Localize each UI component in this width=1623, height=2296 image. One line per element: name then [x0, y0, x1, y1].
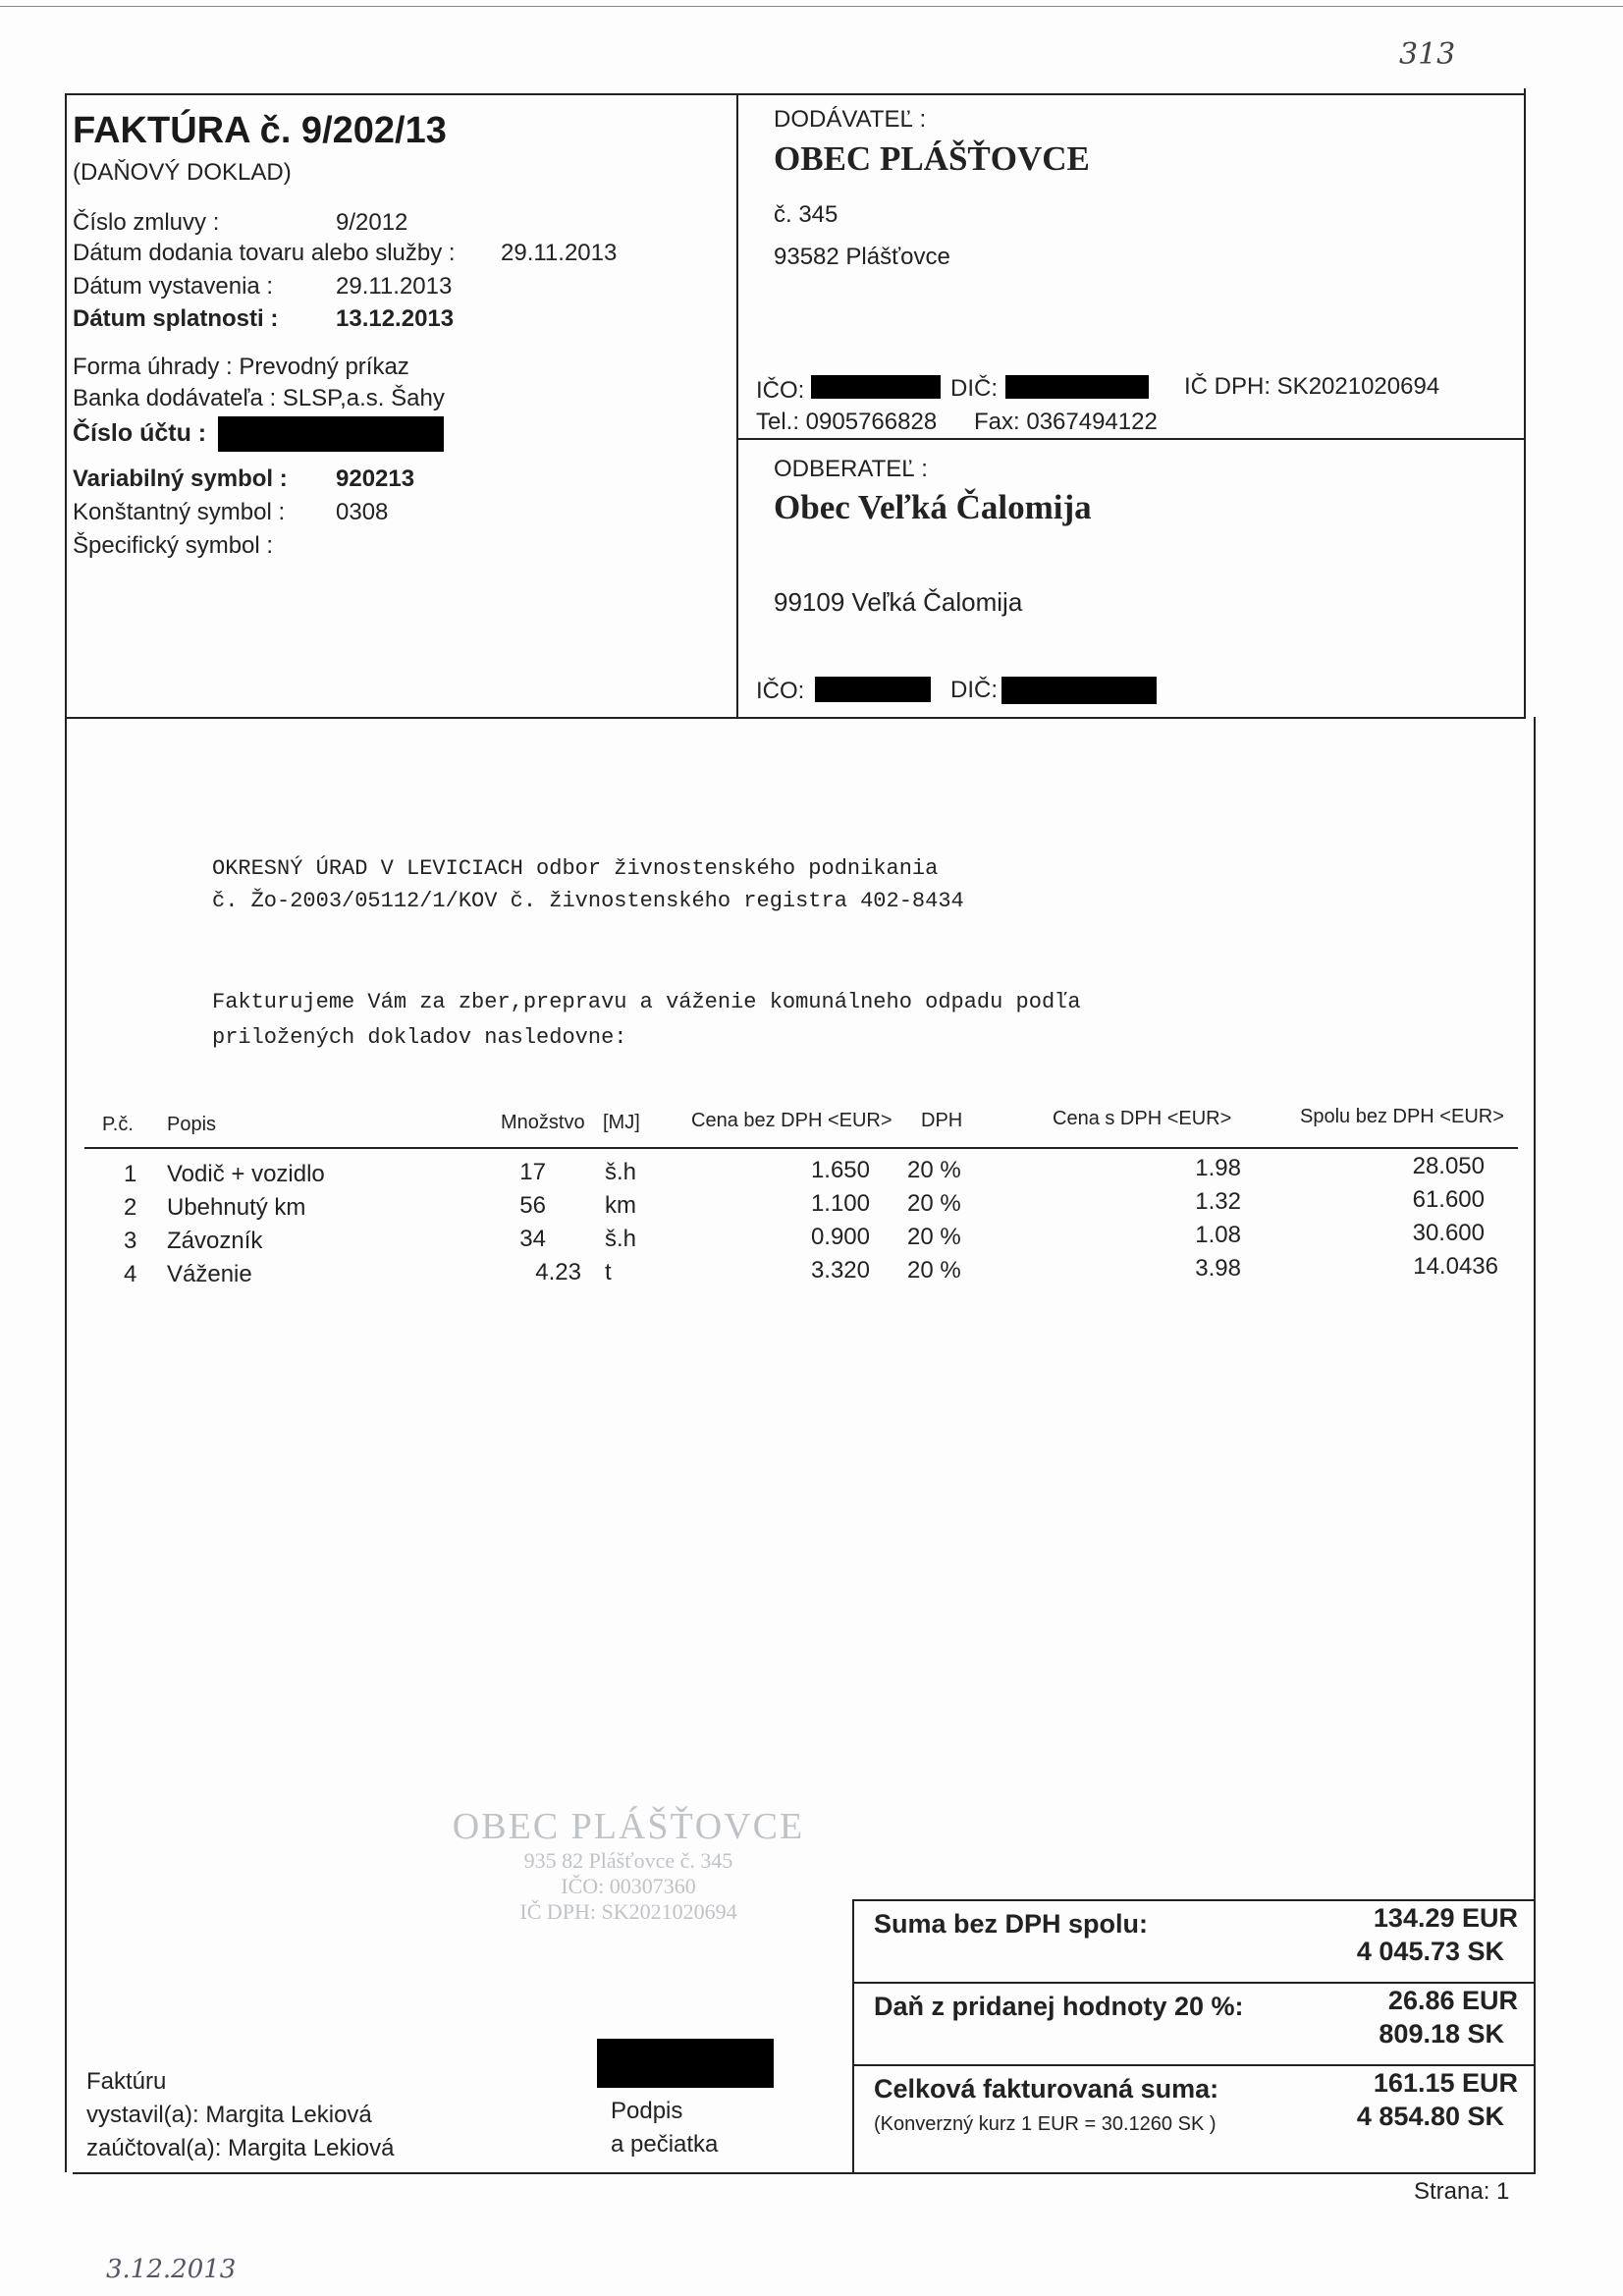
- row-total: 28.050: [1412, 1153, 1485, 1179]
- total-label: Celková fakturovaná suma:: [874, 2074, 1219, 2104]
- row-vat: 20 %: [907, 1257, 961, 1284]
- total-eur: 161.15 EUR: [1373, 2068, 1518, 2098]
- contract-label: Číslo zmluvy :: [73, 209, 220, 236]
- issue-value: 29.11.2013: [336, 273, 453, 300]
- delivery-value: 29.11.2013: [501, 240, 618, 266]
- row-price: 3.320: [810, 1257, 870, 1284]
- body-left-line: [65, 717, 67, 2172]
- vat-eur: 26.86 EUR: [1387, 1986, 1518, 2015]
- supplier-ico-label: IČO:: [756, 377, 805, 404]
- total-sk: 4 854.80 SK: [1356, 2102, 1504, 2131]
- stamp-line-2: 935 82 Plášťovce č. 345: [523, 1848, 733, 1873]
- stamp-line-3: IČO: 00307360: [561, 1874, 696, 1898]
- row-price-vat: 1.32: [1195, 1188, 1241, 1215]
- customer-city: 99109 Veľká Čalomija: [774, 587, 1023, 617]
- row-pc: 4: [124, 1261, 137, 1287]
- row-total: 14.0436: [1413, 1253, 1498, 1280]
- signature-label-2: a pečiatka: [611, 2131, 719, 2158]
- header-vat: DPH: [921, 1110, 963, 1131]
- header-pc: P.č.: [102, 1114, 134, 1135]
- payment-form: Forma úhrady : Prevodný príkaz: [73, 354, 409, 380]
- supplier-dic-redaction: [1005, 375, 1149, 399]
- supplier-city: 93582 Plášťovce: [774, 244, 950, 270]
- row-qty: 34: [519, 1226, 546, 1252]
- supplier-heading: DODÁVATEĽ :: [774, 106, 927, 133]
- account-label: Číslo účtu :: [73, 419, 207, 447]
- const-symbol-label: Konštantný symbol :: [73, 499, 286, 525]
- row-total: 61.600: [1412, 1186, 1485, 1213]
- row-desc: Váženie: [167, 1261, 252, 1287]
- row-desc: Vodič + vozidlo: [167, 1161, 325, 1187]
- header-top-line: [65, 93, 1526, 95]
- row-price: 1.650: [810, 1157, 870, 1183]
- handwritten-date: 3.12.2013: [106, 2255, 237, 2284]
- header-right-line: [1524, 88, 1526, 717]
- const-symbol-value: 0308: [336, 499, 389, 525]
- row-price: 0.900: [810, 1224, 870, 1250]
- header-middle-line: [736, 93, 738, 717]
- customer-heading: ODBERATEĽ :: [774, 456, 928, 482]
- header-desc: Popis: [167, 1114, 217, 1135]
- customer-dic-redaction: [1001, 677, 1157, 704]
- customer-ico-label: IČO:: [756, 678, 805, 704]
- row-vat: 20 %: [907, 1224, 961, 1250]
- contract-value: 9/2012: [336, 209, 408, 236]
- supplier-customer-divider: [737, 438, 1526, 440]
- row-pc: 1: [124, 1161, 137, 1187]
- row-price-vat: 1.98: [1195, 1155, 1241, 1181]
- row-pc: 3: [124, 1228, 137, 1254]
- row-price: 1.100: [810, 1190, 870, 1217]
- stamp-line-4: IČ DPH: SK2021020694: [519, 1899, 737, 1924]
- header-bottom-line: [65, 717, 1526, 719]
- row-price-vat: 3.98: [1195, 1255, 1241, 1282]
- supplier-dic-label: DIČ:: [950, 375, 998, 402]
- scan-top-edge: [0, 6, 1623, 7]
- supplier-name: OBEC PLÁŠŤOVCE: [774, 139, 1090, 178]
- signature-label-1: Podpis: [611, 2098, 683, 2124]
- header-unit: [MJ]: [603, 1112, 640, 1133]
- header-price: Cena bez DPH <EUR>: [691, 1110, 893, 1131]
- sum-sk: 4 045.73 SK: [1356, 1937, 1504, 1966]
- row-unit: š.h: [605, 1226, 637, 1252]
- intro-line-1: Fakturujeme Vám za zber,prepravu a váženie komunálneho odpadu podľa: [212, 990, 1081, 1014]
- bank-name: Banka dodávateľa : SLSP,a.s. Šahy: [73, 385, 445, 411]
- registry-line-2: č. Žo-2003/05112/1/KOV č. živnostenského registra 402-8434: [212, 889, 964, 913]
- row-desc: Ubehnutý km: [167, 1194, 306, 1221]
- intro-line-2: priložených dokladov nasledovne:: [212, 1025, 627, 1050]
- var-symbol-label: Variabilný symbol :: [73, 465, 288, 492]
- row-vat: 20 %: [907, 1157, 961, 1183]
- row-desc: Závozník: [167, 1228, 263, 1254]
- row-vat: 20 %: [907, 1190, 961, 1217]
- header-left-line: [65, 93, 67, 722]
- invoice-subtitle: (DAŇOVÝ DOKLAD): [73, 159, 292, 186]
- stamp: [412, 1805, 844, 1925]
- row-unit: š.h: [605, 1159, 637, 1185]
- page-counter: Strana: 1: [1414, 2178, 1510, 2205]
- rate-note: (Konverzný kurz 1 EUR = 30.1260 SK ): [874, 2113, 1217, 2135]
- customer-name: Obec Veľká Čalomija: [774, 488, 1092, 526]
- supplier-fax: Fax: 0367494122: [974, 409, 1158, 435]
- row-total: 30.600: [1412, 1220, 1485, 1246]
- supplier-phone: Tel.: 0905766828: [756, 409, 938, 435]
- supplier-street: č. 345: [774, 201, 839, 228]
- customer-dic-label: DIČ:: [950, 677, 998, 703]
- table-header-line: [84, 1147, 1518, 1149]
- totals-divider-2: [852, 2064, 1536, 2066]
- spec-symbol-label: Špecifický symbol :: [73, 532, 274, 559]
- row-unit: t: [605, 1259, 612, 1285]
- var-symbol-value: 920213: [336, 465, 415, 492]
- registry-line-1: OKRESNÝ ÚRAD V LEVICIACH odbor živnostenského podnikania: [212, 856, 939, 881]
- totals-divider-1: [852, 1982, 1536, 1984]
- stamp-line-1: OBEC PLÁŠŤOVCE: [452, 1806, 805, 1847]
- customer-ico-redaction: [815, 677, 931, 702]
- vat-label: Daň z pridanej hodnoty 20 %:: [874, 1992, 1244, 2021]
- row-price-vat: 1.08: [1195, 1222, 1241, 1248]
- due-label: Dátum splatnosti :: [73, 305, 279, 332]
- row-unit: km: [605, 1192, 636, 1219]
- header-total: Spolu bez DPH <EUR>: [1300, 1106, 1504, 1127]
- handwritten-page-number: 313: [1399, 37, 1456, 72]
- totals-left-line: [852, 1899, 854, 2172]
- issued-by: vystavil(a): Margita Lekiová: [86, 2102, 372, 2128]
- invoice-title: FAKTÚRA č. 9/202/13: [73, 110, 447, 151]
- sum-label: Suma bez DPH spolu:: [874, 1909, 1149, 1939]
- signature-redaction: [597, 2039, 774, 2088]
- row-qty: 56: [519, 1192, 546, 1219]
- delivery-label: Dátum dodania tovaru alebo služby :: [73, 240, 456, 266]
- header-price-vat: Cena s DPH <EUR>: [1053, 1108, 1232, 1129]
- sum-eur: 134.29 EUR: [1373, 1903, 1518, 1933]
- row-qty: 4.23: [535, 1259, 581, 1285]
- invoice-word: Faktúru: [86, 2068, 167, 2095]
- supplier-icdph: IČ DPH: SK2021020694: [1184, 373, 1440, 400]
- header-qty: Množstvo: [501, 1112, 585, 1133]
- supplier-ico-redaction: [811, 375, 941, 399]
- body-bottom-line: [73, 2172, 1536, 2174]
- row-pc: 2: [124, 1194, 137, 1221]
- row-qty: 17: [519, 1159, 546, 1185]
- vat-sk: 809.18 SK: [1379, 2019, 1504, 2049]
- totals-top-line: [852, 1899, 1536, 1901]
- account-number-redaction: [218, 416, 444, 452]
- body-right-line: [1534, 717, 1536, 2172]
- posted-by: zaúčtoval(a): Margita Lekiová: [86, 2135, 395, 2161]
- due-value: 13.12.2013: [336, 305, 455, 332]
- issue-label: Dátum vystavenia :: [73, 273, 274, 300]
